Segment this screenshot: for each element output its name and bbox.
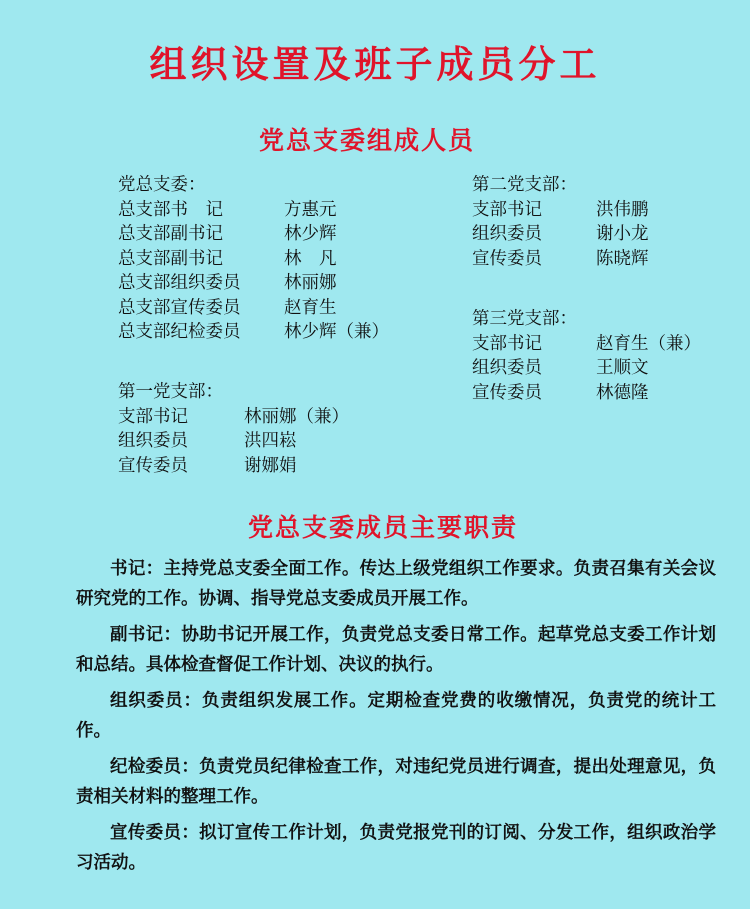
member-row	[118, 454, 349, 479]
member-role: 支部书记	[472, 199, 542, 220]
member-role: 宣传委员	[472, 382, 542, 403]
group-name: 第三党支部：	[472, 309, 577, 329]
duty-paragraph: 宣传委员：拟订宣传工作计划，负责党报党刊的订阅、分发工作，组织政治学习活动。	[76, 823, 716, 873]
member-role: 组织委员	[472, 224, 542, 244]
member-name: 洪伟鹏	[596, 199, 649, 220]
duty-paragraph: 书记：主持党总支委全面工作。传达上级党组织工作要求。负责召集有关会议研究党的工作。协调、指导党总支委成员开展工作。	[76, 559, 716, 609]
member-name: 赵育生	[284, 297, 337, 318]
member-role: 总支部副书记	[118, 224, 223, 244]
member-name: 谢小龙	[596, 224, 649, 244]
member-name: 谢娜娟	[244, 455, 297, 476]
member-name: 王顺文	[596, 358, 649, 378]
member-name: 赵育生（兼）	[596, 333, 701, 354]
member-role: 总支部组织委员	[118, 273, 241, 293]
branch1-group	[118, 380, 349, 478]
member-name: 洪四崧	[244, 431, 297, 451]
duty-paragraph: 纪检委员：负责党员纪律检查工作，对违纪党员进行调查，提出处理意见，负责相关材料的整理工作。	[76, 757, 716, 807]
member-role: 组织委员	[118, 431, 188, 451]
members-section-title: 党总支委组成人员	[258, 126, 475, 155]
member-row	[118, 247, 389, 272]
member-row	[118, 222, 389, 247]
duties-section-title: 党总支委成员主要职责	[247, 513, 518, 542]
member-name: 方惠元	[284, 199, 337, 220]
branch2-group	[472, 173, 649, 271]
member-role: 总支部书 记	[118, 199, 223, 220]
member-row	[118, 271, 389, 296]
member-row	[118, 405, 349, 430]
member-row	[472, 381, 701, 406]
member-role: 宣传委员	[118, 455, 188, 476]
member-name: 林丽娜（兼）	[244, 406, 349, 427]
member-row	[118, 296, 389, 321]
member-row	[472, 356, 701, 381]
member-name: 陈晓辉	[596, 248, 649, 269]
member-role: 组织委员	[472, 358, 542, 378]
duty-paragraph: 副书记：协助书记开展工作，负责党总支委日常工作。起草党总支委工作计划和总结。具体检查督促工作计划、决议的执行。	[76, 625, 716, 675]
member-role: 总支部宣传委员	[118, 297, 241, 318]
member-role: 支部书记	[118, 406, 188, 427]
member-name: 林德隆	[596, 382, 649, 403]
member-row	[472, 332, 701, 357]
group-name: 第一党支部：	[118, 382, 223, 402]
member-role: 总支部副书记	[118, 248, 223, 269]
duties-list	[76, 554, 716, 884]
member-name: 林 凡	[284, 248, 337, 269]
member-role: 宣传委员	[472, 248, 542, 269]
member-role: 总支部纪检委员	[118, 322, 241, 342]
member-row	[472, 222, 649, 247]
member-row	[118, 429, 349, 454]
member-name: 林少辉	[284, 224, 337, 244]
member-name: 林丽娜	[284, 273, 337, 293]
group-name: 党总支委：	[118, 175, 206, 195]
member-role: 支部书记	[472, 333, 542, 354]
group-name: 第二党支部：	[472, 175, 577, 195]
committee-group	[118, 173, 389, 345]
member-row	[472, 198, 649, 223]
duty-paragraph: 组织委员：负责组织发展工作。定期检查党费的收缴情况，负责党的统计工作。	[76, 691, 716, 741]
member-name: 林少辉（兼）	[284, 322, 389, 342]
page-title: 组织设置及班子成员分工	[149, 43, 601, 86]
branch3-group	[472, 307, 701, 405]
member-row	[472, 247, 649, 272]
member-row	[118, 320, 389, 345]
member-row	[118, 198, 389, 223]
